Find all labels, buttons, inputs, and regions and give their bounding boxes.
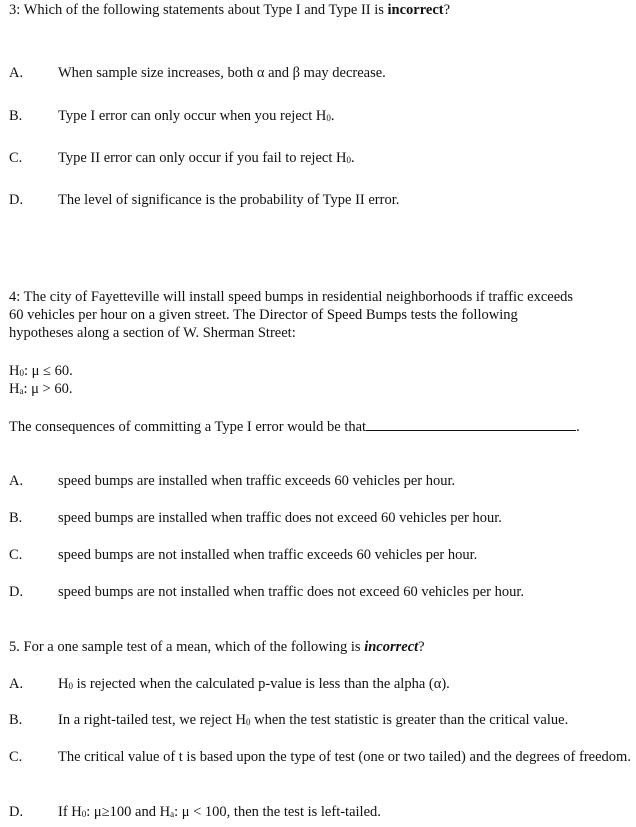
option-letter: D. [9, 192, 24, 208]
null-hypothesis: $H_0$: μ ≤ 60. [9, 363, 73, 379]
option-text: speed bumps are installed when traffic does not exceed 60 vehicles per hour. [58, 510, 502, 526]
option-letter: B. [9, 108, 23, 124]
question-4-prompt-line-3: hypotheses along a section of W. Sherman Street: [9, 325, 296, 341]
option-letter: D. [9, 584, 24, 600]
prompt-suffix: ? [443, 2, 451, 18]
option-text: speed bumps are installed when traffic exceeds 60 vehicles per hour. [58, 473, 456, 489]
question-4-prompt-line-2: 60 vehicles per hour on a given street. The Director of Speed Bumps tests the following [9, 307, 518, 323]
question-3-prompt [9, 1, 450, 19]
option-text: If $H_0$: μ≥100 and $H_a$: μ < 100, then the test is left-tailed. [58, 804, 381, 820]
option-letter: B. [9, 712, 23, 728]
option-text: speed bumps are not installed when traffic does not exceed 60 vehicles per hour. [58, 584, 525, 600]
question-4-prompt-line-1: 4: The city of Fayetteville will install speed bumps in residential neighborhoods if traffic exceeds [9, 289, 574, 305]
option-text: $H_0$ is rejected when the calculated p-value is less than the alpha (α). [58, 676, 450, 692]
option-letter: A. [9, 676, 24, 692]
prompt-emphasis: incorrect [387, 2, 444, 18]
answer-blank [366, 417, 576, 431]
option-letter: B. [9, 510, 23, 526]
question-5-prompt: 5. For a one sample test of a mean, which of the following is incorrect? [9, 639, 425, 655]
option-letter: A. [9, 65, 24, 81]
option-text: In a right-tailed test, we reject $H_0$ when the test statistic is greater than the critical value. [58, 712, 569, 728]
option-letter: C. [9, 150, 23, 166]
prompt-text: 3: Which of the following statements about Type I and Type II is [9, 2, 388, 18]
option-text: The level of significance is the probability of Type II error. [58, 192, 400, 208]
consequence-statement: The consequences of committing a Type I error would be that . [9, 419, 580, 435]
option-letter: C. [9, 547, 23, 563]
option-text: Type I error can only occur when you reject $H_0$. [58, 108, 335, 124]
alternative-hypothesis: $H_a$: μ > 60. [9, 381, 73, 397]
option-text: The critical value of t is based upon the type of test (one or two tailed) and the degrees of freedom. [58, 749, 631, 765]
option-text: When sample size increases, both α and β may decrease. [58, 65, 386, 81]
option-text: speed bumps are not installed when traffic exceeds 60 vehicles per hour. [58, 547, 478, 563]
option-letter: C. [9, 749, 23, 765]
option-letter: D. [9, 804, 24, 820]
option-text: Type II error can only occur if you fail to reject $H_0$. [58, 150, 355, 166]
option-letter: A. [9, 473, 24, 489]
prompt-emphasis: incorrect [364, 639, 419, 655]
